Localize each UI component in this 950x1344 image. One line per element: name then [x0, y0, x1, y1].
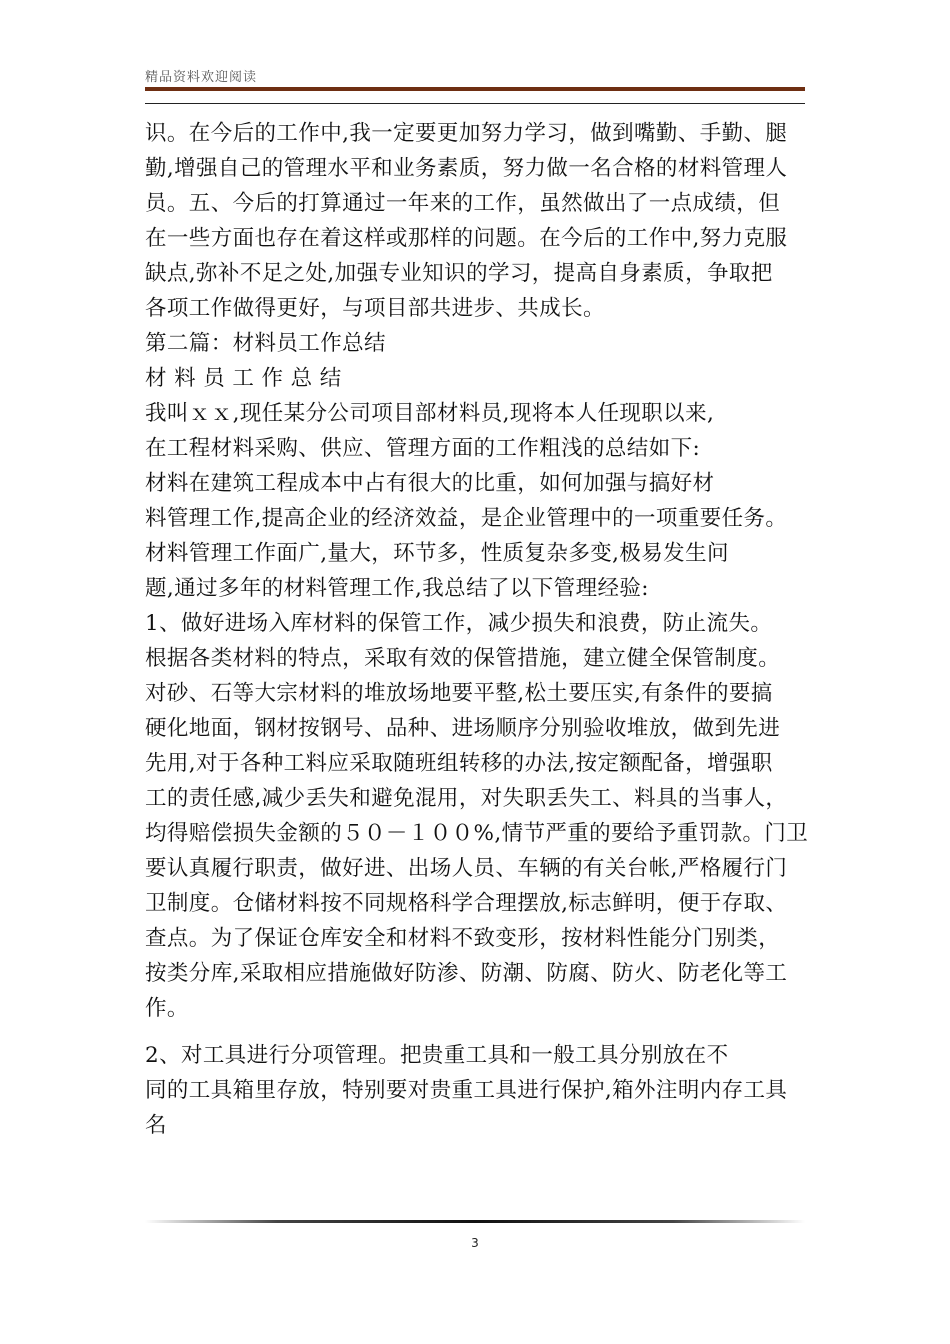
text-line: 硬化地面，钢材按钢号、品种、进场顺序分别验收堆放，做到先进 [145, 716, 781, 741]
text-line: 工的责任感,减少丢失和避免混用，对失职丢失工、料具的当事人， [145, 786, 788, 811]
text-line: 查点。为了保证仓库安全和材料不致变形，按材料性能分门别类， [145, 926, 781, 951]
page-number: 3 [471, 1236, 479, 1250]
text-line: 2、对工具进行分项管理。把贵重工具和一般工具分别放在不 [145, 1043, 729, 1068]
text-line: 根据各类材料的特点，采取有效的保管措施，建立健全保管制度。 [145, 646, 781, 671]
text-line: 识。在今后的工作中,我一定要更加努力学习，做到嘴勤、手勤、腿 [145, 121, 788, 146]
text-line: 勤,增强自己的管理水平和业务素质，努力做一名合格的材料管理人 [145, 156, 788, 181]
footer-rule [145, 1220, 805, 1223]
header-rule-thick [145, 87, 805, 91]
text-line: 按类分库,采取相应措施做好防渗、防潮、防腐、防火、防老化等工 [145, 961, 788, 986]
text-line: 作。 [145, 996, 189, 1021]
text-line: 对砂、石等大宗材料的堆放场地要平整,松土要压实,有条件的要搞 [145, 681, 773, 706]
document-title: 材 料 员 工 作 总 结 [145, 366, 342, 391]
text-line: 名 [145, 1113, 167, 1138]
text-line: 缺点,弥补不足之处,加强专业知识的学习，提高自身素质，争取把 [145, 261, 773, 286]
text-line: 员。五、今后的打算通过一年来的工作，虽然做出了一点成绩，但 [145, 191, 781, 216]
text-line: 先用,对于各种工料应采取随班组转移的办法,按定额配备，增强职 [145, 751, 773, 776]
text-line: 同的工具箱里存放，特别要对贵重工具进行保护,箱外注明内存工具 [145, 1078, 788, 1103]
text-line: 料管理工作,提高企业的经济效益，是企业管理中的一项重要任务。 [145, 506, 788, 531]
text-line: 要认真履行职责，做好进、出场人员、车辆的有关台帐,严格履行门 [145, 856, 788, 881]
header-rule-thin [145, 103, 805, 104]
text-line: 在工程材料采购、供应、管理方面的工作粗浅的总结如下: [145, 436, 701, 461]
text-line: 在一些方面也存在着这样或那样的问题。在今后的工作中,努力克服 [145, 226, 788, 251]
text-line: 各项工作做得更好，与项目部共进步、共成长。 [145, 296, 605, 321]
paragraph-gap [145, 1026, 817, 1038]
page-header: 精品资料欢迎阅读 [145, 70, 258, 85]
text-line: 材料管理工作面广,量大，环节多，性质复杂多变,极易发生问 [145, 541, 729, 566]
text-line: 材料在建筑工程成本中占有很大的比重，如何加强与搞好材 [145, 471, 715, 496]
body-text [145, 116, 817, 1143]
section-heading: 第二篇：材料员工作总结 [145, 331, 386, 356]
text-line: 我叫ｘｘ,现任某分公司项目部材料员,现将本人任现职以来, [145, 401, 715, 426]
text-line: 题,通过多年的材料管理工作,我总结了以下管理经验: [145, 576, 649, 601]
text-line: 1、做好进场入库材料的保管工作，减少损失和浪费，防止流失。 [145, 611, 773, 636]
text-line: 均得赔偿损失金额的５０－１００%,情节严重的要给予重罚款。门卫 [145, 821, 809, 846]
text-line: 卫制度。仓储材料按不同规格科学合理摆放,标志鲜明，便于存取、 [145, 891, 788, 916]
